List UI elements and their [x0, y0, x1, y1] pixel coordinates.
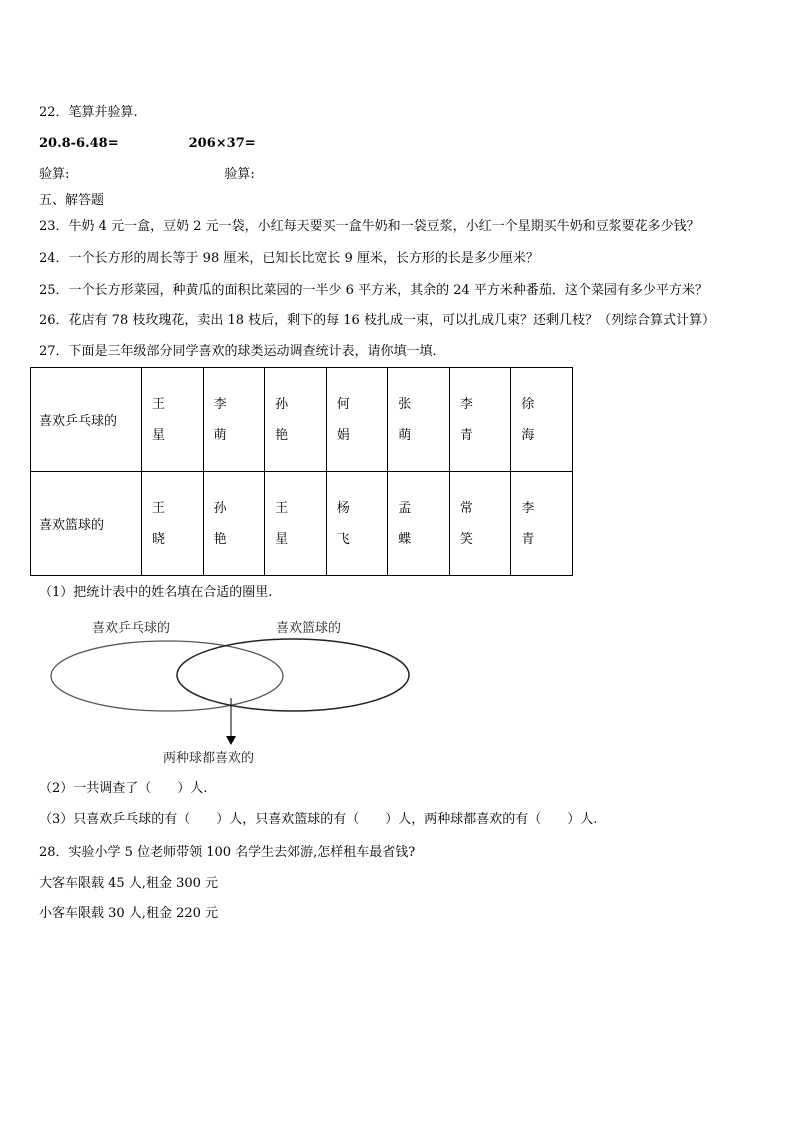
- name-cell: [326, 472, 388, 576]
- name-cell: [511, 472, 573, 576]
- q28-big-bus: 大客车限载 45 人,租金 300 元: [39, 876, 219, 891]
- name-char: 李: [521, 500, 535, 516]
- venn-label-basketball: 喜欢篮球的: [276, 621, 342, 636]
- name-char: 蝶: [398, 531, 412, 547]
- name-char: 徐: [521, 396, 535, 412]
- name-char: 孟: [398, 500, 412, 516]
- q27-sub-2: （2）一共调查了（ ）人.: [39, 781, 208, 796]
- question-24: 24．一个长方形的周长等于 98 厘米，已知长比宽长 9 厘米，长方形的长是多少厘米？: [39, 251, 539, 266]
- name-cell: [265, 472, 327, 576]
- name-char: 孙: [275, 396, 289, 412]
- name-char: 王: [152, 396, 166, 412]
- name-cell: [449, 368, 511, 472]
- name-char: 萌: [213, 427, 227, 443]
- q22-title: 22．笔算并验算.: [39, 105, 138, 120]
- q27-title: 27．下面是三年级部分同学喜欢的球类运动调查统计表，请你填一填．: [39, 344, 446, 359]
- row-label-ping-pong: 喜欢乒乓球的: [31, 368, 142, 472]
- name-char: 青: [521, 531, 535, 547]
- name-char: 笑: [459, 531, 473, 547]
- row-label-basketball: 喜欢篮球的: [31, 472, 142, 576]
- name-cell: [388, 472, 450, 576]
- name-char: 孙: [213, 500, 227, 516]
- name-char: 星: [275, 531, 289, 547]
- name-char: 艳: [213, 531, 227, 547]
- name-char: 星: [152, 427, 166, 443]
- q27-sub-3: （3）只喜欢乒乓球的有（ ）人，只喜欢篮球的有（ ）人，两种球都喜欢的有（ ）人.: [39, 812, 598, 827]
- name-cell: [142, 368, 204, 472]
- q28-small-bus: 小客车限载 30 人,租金 220 元: [39, 906, 219, 921]
- name-char: 何: [336, 396, 350, 412]
- name-char: 李: [213, 396, 227, 412]
- name-cell: [203, 472, 265, 576]
- venn-diagram: [45, 612, 425, 770]
- name-cell: [449, 472, 511, 576]
- section-5-heading: 五、解答题: [39, 193, 105, 208]
- venn-label-both: 两种球都喜欢的: [163, 751, 255, 766]
- name-cell: [388, 368, 450, 472]
- q22-check-2: 验算:: [224, 167, 255, 182]
- name-char: 张: [398, 396, 412, 412]
- name-cell: [511, 368, 573, 472]
- survey-table: [30, 367, 573, 576]
- name-char: 晓: [152, 531, 166, 547]
- name-cell: [142, 472, 204, 576]
- q22-expr-1: 20.8-6.48=: [39, 136, 119, 151]
- name-char: 海: [521, 427, 535, 443]
- name-char: 萌: [398, 427, 412, 443]
- name-char: 常: [459, 500, 473, 516]
- arrow-down-icon: [226, 736, 236, 745]
- q27-sub-1: （1）把统计表中的姓名填在合适的圈里.: [39, 585, 273, 600]
- name-char: 娟: [336, 427, 350, 443]
- q22-check-row: [39, 167, 255, 183]
- name-char: 青: [459, 427, 473, 443]
- venn-label-ping-pong: 喜欢乒乓球的: [92, 621, 171, 636]
- table-row: [31, 472, 573, 576]
- name-char: 杨: [336, 500, 350, 516]
- q22-expressions: [39, 136, 256, 152]
- question-26: 26．花店有 78 枝玫瑰花，卖出 18 枝后，剩下的每 16 枝扎成一束，可以扎成几束？还剩几枝？（列综合算式计算）: [39, 313, 715, 328]
- venn-circle-basketball: [177, 639, 409, 711]
- venn-circle-ping-pong: [51, 641, 283, 711]
- name-cell: [265, 368, 327, 472]
- q28-title: 28．实验小学 5 位老师带领 100 名学生去郊游,怎样租车最省钱?: [39, 845, 416, 860]
- question-23: 23．牛奶 4 元一盒，豆奶 2 元一袋，小红每天要买一盒牛奶和一袋豆浆，小红一个星期买牛奶和豆浆要花多少钱？: [39, 219, 700, 234]
- name-char: 艳: [275, 427, 289, 443]
- name-char: 飞: [336, 531, 350, 547]
- name-char: 王: [152, 500, 166, 516]
- q22-expr-2: 206×37=: [188, 136, 256, 151]
- name-cell: [326, 368, 388, 472]
- name-char: 李: [459, 396, 473, 412]
- question-25: 25．一个长方形菜园，种黄瓜的面积比菜园的一半少 6 平方米，其余的 24 平方米种番茄．这个菜园有多少平方米？: [39, 283, 708, 298]
- table-row: [31, 368, 573, 472]
- name-char: 王: [275, 500, 289, 516]
- name-cell: [203, 368, 265, 472]
- q22-check-1: 验算:: [39, 167, 70, 182]
